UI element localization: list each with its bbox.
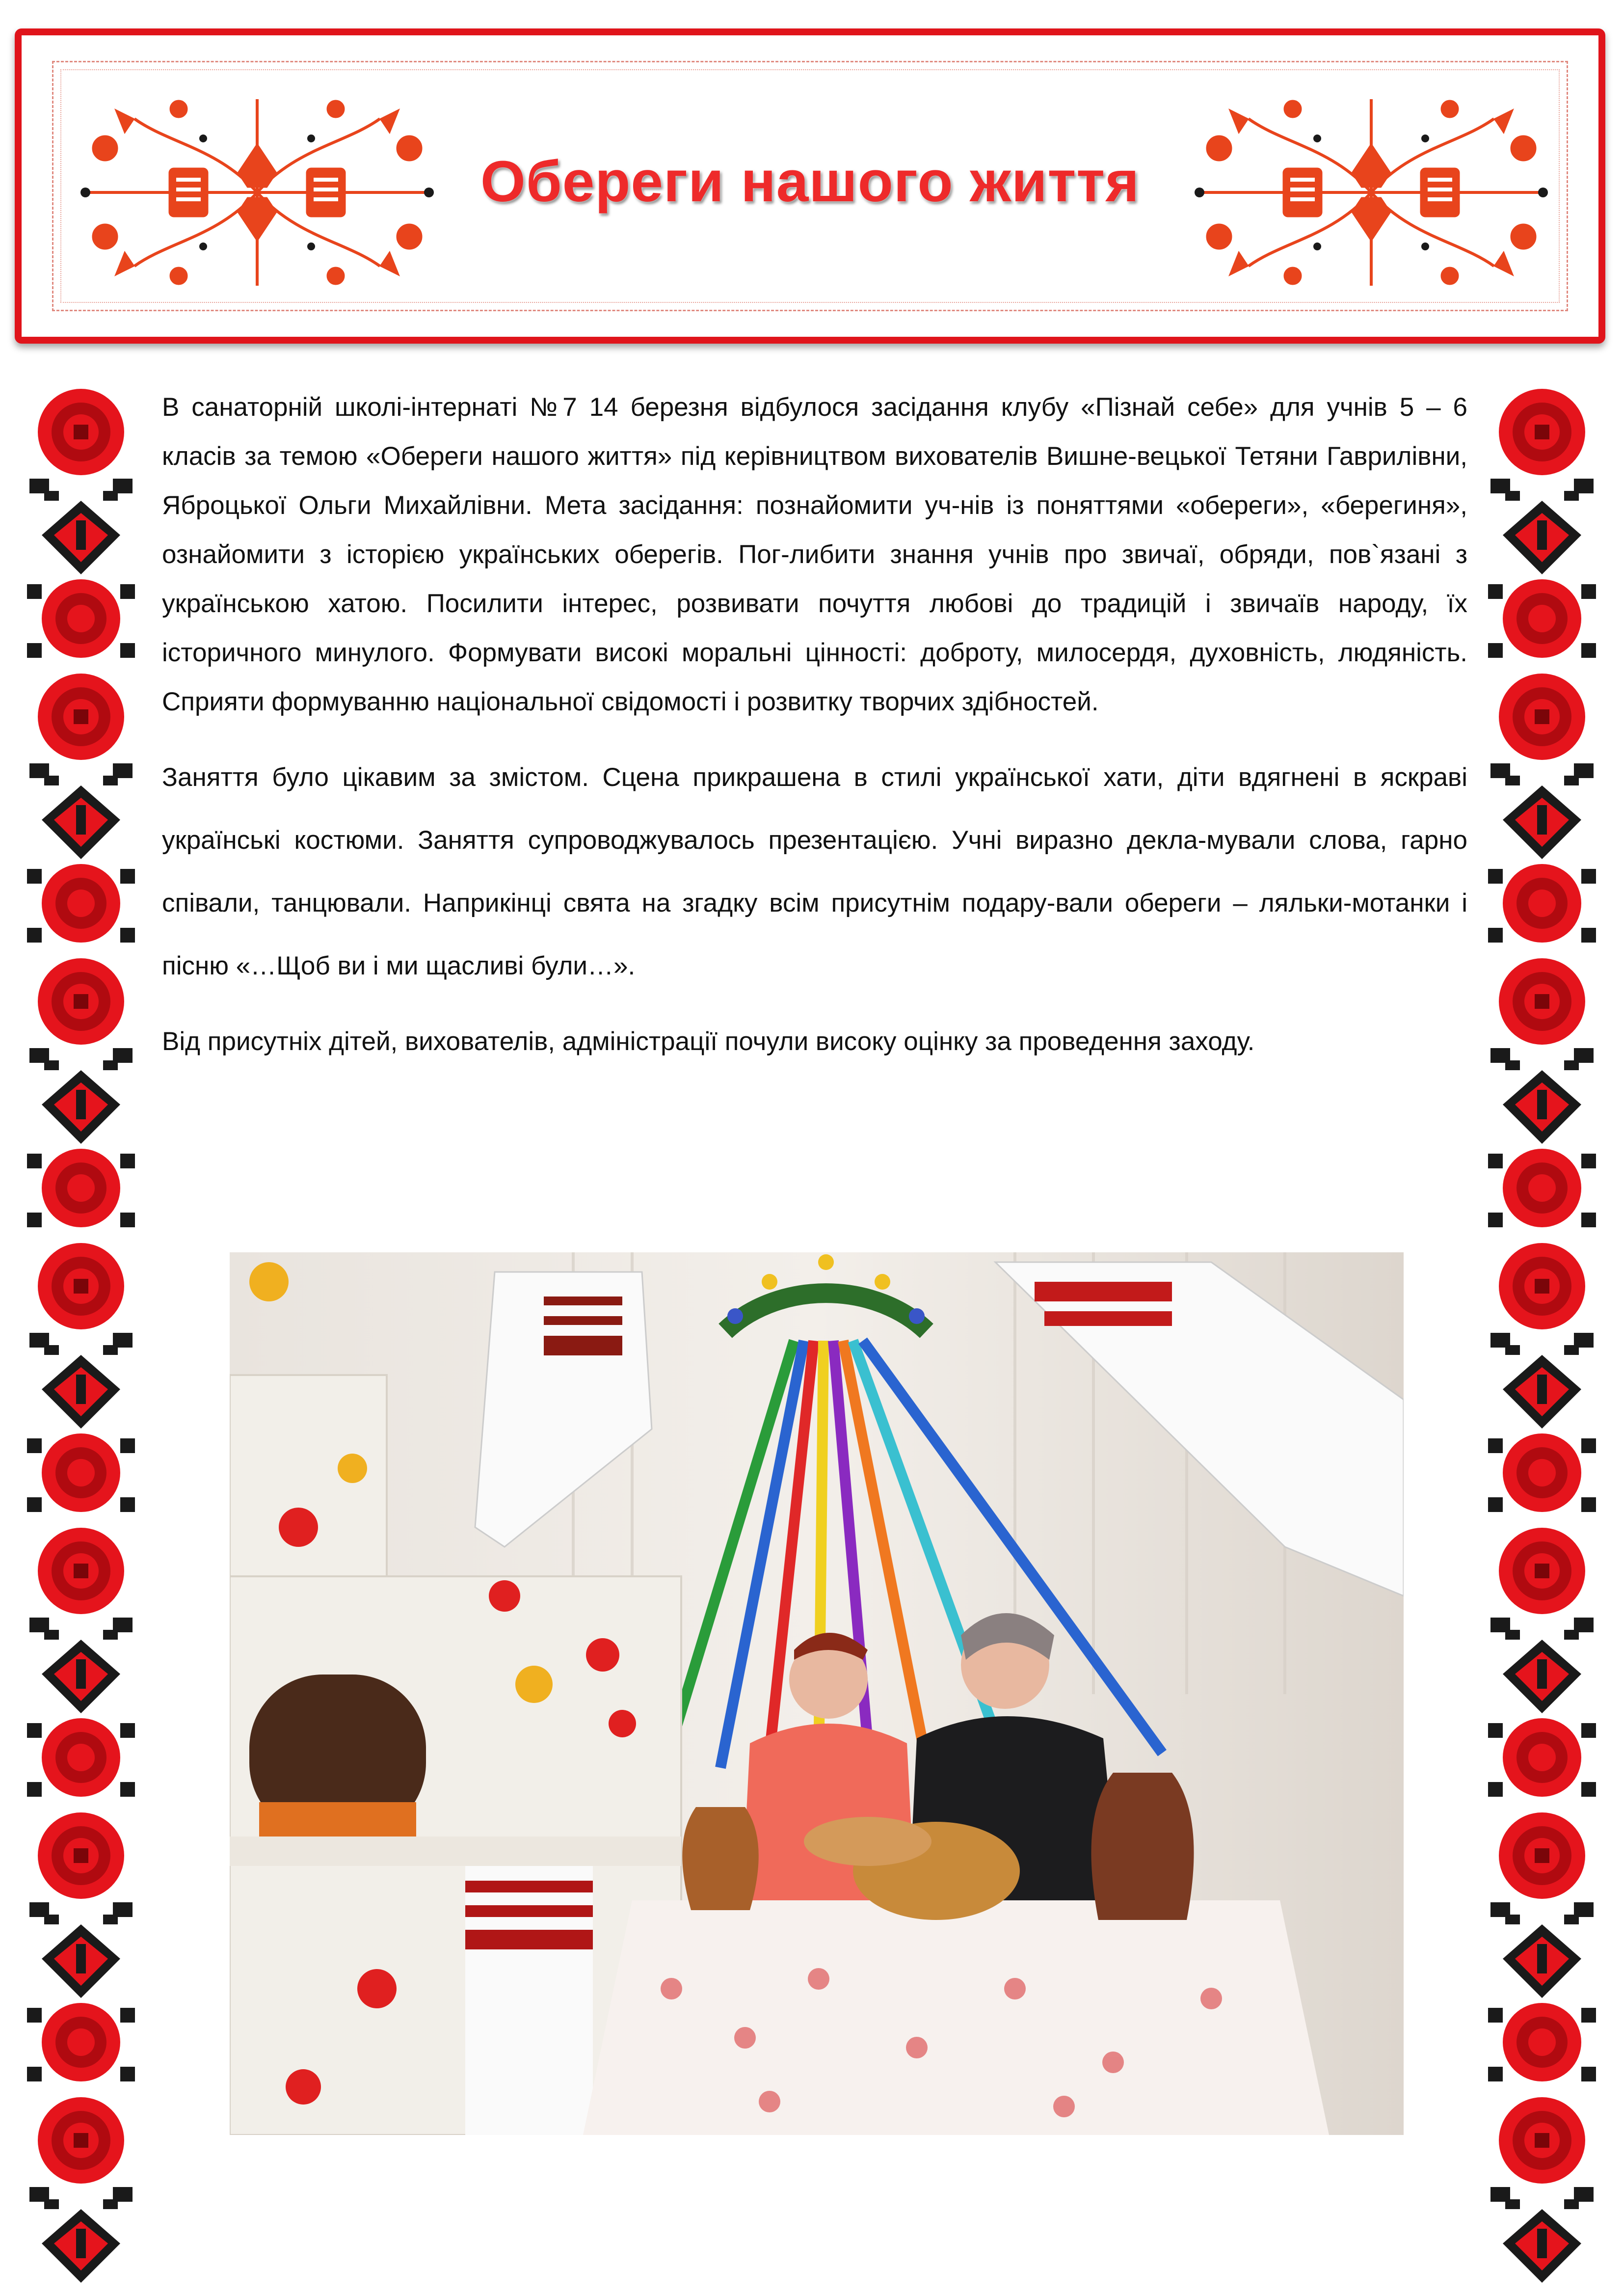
article-paragraph-2: Заняття було цікавим за змістом. Сцена прикрашена в стилі української хати, діти вдягнені в яскраві українські костюми. Заняття супроводжувалось презентацією. Учні виразно декла-мували слова, гарно співали, танцювали. Наприкінці свята на згадку всім присутнім подару-вали обереги – ляльки-мотанки і пісню «…Щоб ви і ми щасливі були…».	[162, 763, 1467, 980]
event-photo	[230, 1252, 1404, 2135]
article-paragraph-3: Від присутніх дітей, вихователів, адміністрації почули високу оцінку за проведення заходу.	[162, 1027, 1255, 1056]
event-photo-illustration	[230, 1252, 1404, 2135]
embroidery-border-left-icon	[15, 388, 147, 2288]
embroidery-border-right-icon	[1476, 388, 1608, 2288]
article-body	[162, 383, 1467, 1066]
header-banner	[15, 28, 1605, 344]
article-paragraph-1: В санаторній школі-інтернаті №7 14 березня відбулося засідання клубу «Пізнай себе» для учнів 5 – 6 класів за темою «Обереги нашого життя» під керівництвом вихователів Вишне-вецької Тетяни Гаврилівни, Яброцької Ольги Михайлівни. Мета засідання: познайомити уч-нів із поняттями «обереги», «берегиня», ознайомити з історією українських оберегів. Пог-либити знання учнів про звичаї, обряди, пов`язані з українською хатою. Посилити інтерес, розвивати почуття любові до традицій і звичаїв народу, їх історичного минулого. Формувати високі моральні цінності: доброту, милосердя, духовність, людяність. Сприяти формуванню національної свідомості і розвитку творчих здібностей.	[162, 393, 1467, 716]
page-title: Обереги нашого життя	[480, 149, 1140, 214]
